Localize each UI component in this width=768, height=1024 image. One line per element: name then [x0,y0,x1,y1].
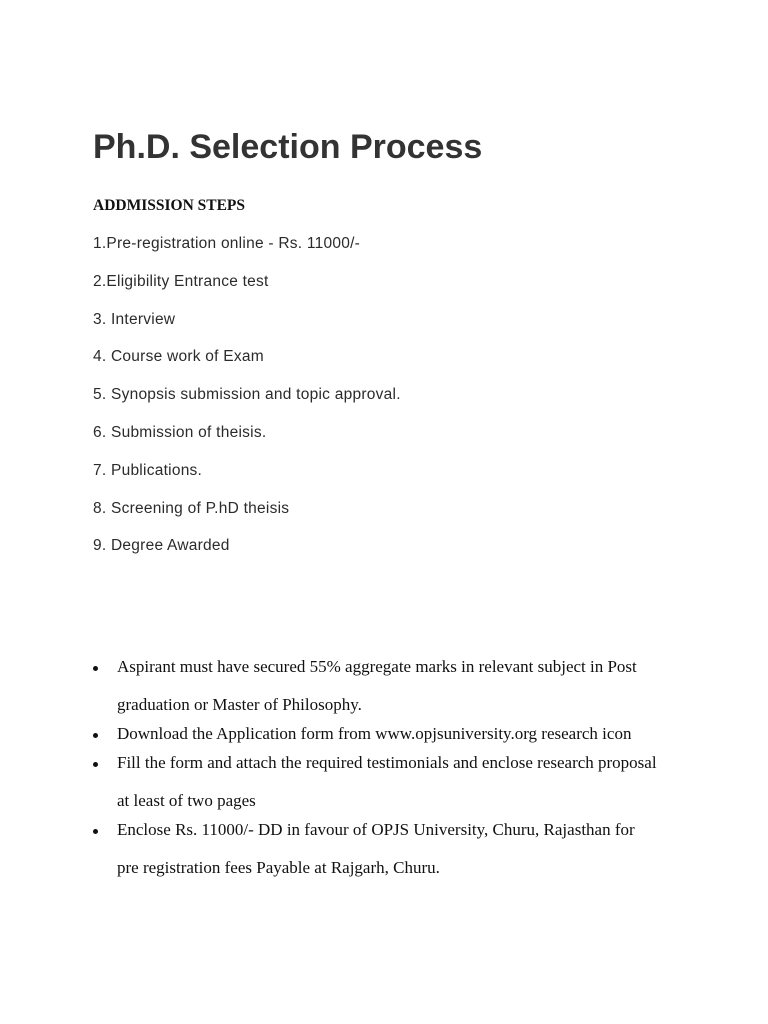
bullet-line: Aspirant must have secured 55% aggregate marks in relevant subject in Post [117,657,637,676]
step-item: 7. Publications. [93,461,203,479]
bullet-icon [93,733,98,738]
bullet-icon [93,666,98,671]
step-item: 2.Eligibility Entrance test [93,272,269,290]
bullet-icon [93,762,98,767]
bullet-icon [93,829,98,834]
step-item: 3. Interview [93,310,176,328]
bullet-item [93,648,693,724]
step-item: 1.Pre-registration online - Rs. 11000/- [93,235,361,252]
admission-steps-list [93,234,401,574]
bullet-line: Download the Application form from www.opjsuniversity.org research icon [117,724,632,743]
bullet-item [93,744,693,820]
step-item: 6. Submission of theisis. [93,423,267,441]
requirements-list [93,648,693,887]
bullet-line: Fill the form and attach the required testimonials and enclose research proposal [117,753,657,772]
page-title: Ph.D. Selection Process [93,128,483,166]
step-item: 4. Course work of Exam [93,348,264,366]
bullet-line: pre registration fees Payable at Rajgarh, Churu. [117,858,440,877]
bullet-line: Enclose Rs. 11000/- DD in favour of OPJS University, Churu, Rajasthan for [117,820,635,839]
step-item: 9. Degree Awarded [93,537,230,555]
step-item: 8. Screening of P.hD theisis [93,499,290,517]
bullet-line: at least of two pages [117,791,256,810]
bullet-line: graduation or Master of Philosophy. [117,695,362,714]
section-heading: ADDMISSION STEPS [93,197,246,214]
bullet-item [93,811,693,887]
step-item: 5. Synopsis submission and topic approval. [93,386,401,404]
